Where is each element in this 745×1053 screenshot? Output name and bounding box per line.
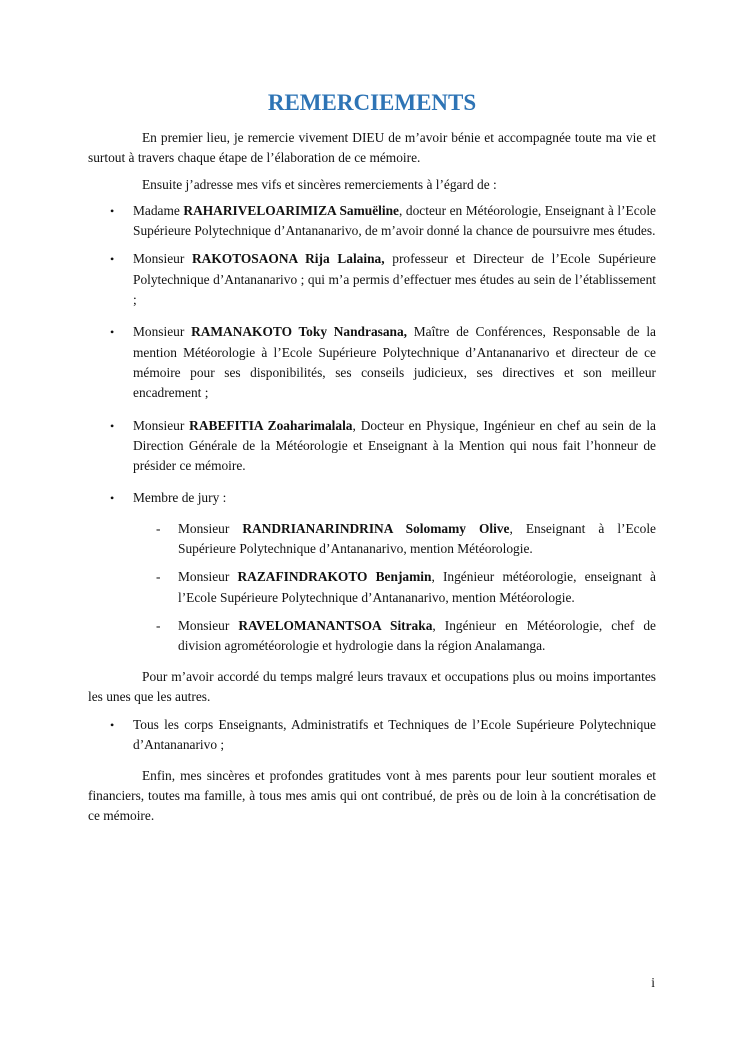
person-name: RAVELOMANANTSOA Sitraka — [238, 617, 433, 633]
person-name: RAHARIVELOARIMIZA Samuëline — [183, 202, 399, 218]
item-text: , Enseignant à l’Ecole Supérieure Polytechnique d’Antananarivo, mention Météorologie. — [178, 520, 656, 557]
jury-member-item — [88, 616, 656, 657]
document-body — [88, 128, 656, 827]
item-text: professeur et Directeur de l’Ecole Supérieure Polytechnique d’Antananarivo ; qui m’a permis d’effectuer mes études au sein de l’établissement ; — [133, 251, 656, 308]
bullet-icon: • — [110, 491, 115, 506]
bullet-icon: • — [110, 718, 115, 733]
bullet-icon: • — [110, 418, 115, 433]
intro-paragraph: En premier lieu, je remercie vivement DIEU de m’avoir bénie et accompagnée toute ma vie et surtout à travers chaque étape de l’élaboration de ce mémoire. — [88, 130, 656, 166]
bullet-icon: • — [110, 203, 115, 218]
honorific: Monsieur — [178, 520, 243, 536]
page-number: i — [651, 975, 655, 990]
lead-paragraph: Ensuite j’adresse mes vifs et sincères remerciements à l’égard de : — [142, 176, 497, 192]
dash-icon: - — [156, 617, 161, 633]
honorific: Monsieur — [178, 569, 238, 585]
jury-member-item — [88, 567, 656, 608]
honorific: Madame — [133, 202, 184, 218]
acknowledgement-item — [88, 249, 656, 310]
item-text: Maître de Conférences, Responsable de la mention Météorologie à l’Ecole Supérieure Polytechnique d’Antananarivo et directeur de ce mémoire pour ses disponibilités, ses conseils judicieux, ses directives et son meilleur encadrement ; — [133, 324, 656, 401]
person-name: RAKOTOSAONA Rija Lalaina, — [192, 251, 385, 267]
acknowledgement-item — [88, 201, 656, 242]
item-text: , Docteur en Physique, Ingénieur en chef au sein de la Direction Générale de la Météorologie et Enseignant à la Mention qui nous fait l’honneur de présider ce mémoire. — [133, 417, 656, 474]
person-name: RAZAFINDRAKOTO Benjamin — [237, 569, 432, 585]
dash-icon: - — [156, 569, 161, 585]
honorific: Monsieur — [178, 617, 239, 633]
item-text: , docteur en Météorologie, Enseignant à l’Ecole Supérieure Polytechnique d’Antananarivo, de m’avoir donné la chance de poursuivre mes études. — [133, 202, 656, 239]
closing-paragraph: Enfin, mes sincères et profondes gratitudes vont à mes parents pour leur soutient morales et financiers, toutes ma famille, à tous mes amis qui ont contribué, de près ou de loin à la concrétisation de ce mémoire. — [88, 767, 656, 824]
honorific: Monsieur — [133, 251, 193, 267]
page-title: REMERCIEMENTS — [267, 90, 477, 115]
person-name: RABEFITIA Zoaharimalala — [189, 417, 353, 433]
acknowledgement-item — [88, 322, 656, 403]
person-name: RAMANAKOTO Toky Nandrasana, — [191, 324, 408, 340]
jury-label: Membre de jury : — [133, 490, 227, 506]
dash-icon: - — [156, 520, 161, 536]
person-name: RANDRIANARINDRINA Solomamy Olive — [242, 520, 510, 536]
jury-member-item — [88, 519, 656, 560]
jury-heading-item — [88, 488, 656, 508]
time-paragraph: Pour m’avoir accordé du temps malgré leurs travaux et occupations plus ou moins importantes les unes que les autres. — [88, 668, 656, 704]
acknowledgement-item — [88, 416, 656, 477]
item-text: Tous les corps Enseignants, Administratifs et Techniques de l’Ecole Supérieure Polytechnique d’Antananarivo ; — [133, 717, 656, 753]
item-text: , Ingénieur en Météorologie, chef de division agrométéorologie et hydrologie dans la région Analamanga. — [178, 617, 656, 654]
honorific: Monsieur — [133, 324, 192, 340]
honorific: Monsieur — [133, 417, 190, 433]
staff-acknowledgement-item — [88, 715, 656, 756]
bullet-icon: • — [110, 325, 115, 340]
bullet-icon: • — [110, 252, 115, 267]
item-text: , Ingénieur météorologie, enseignant à l’Ecole Supérieure Polytechnique d’Antananarivo, mention Météorologie. — [178, 569, 656, 605]
